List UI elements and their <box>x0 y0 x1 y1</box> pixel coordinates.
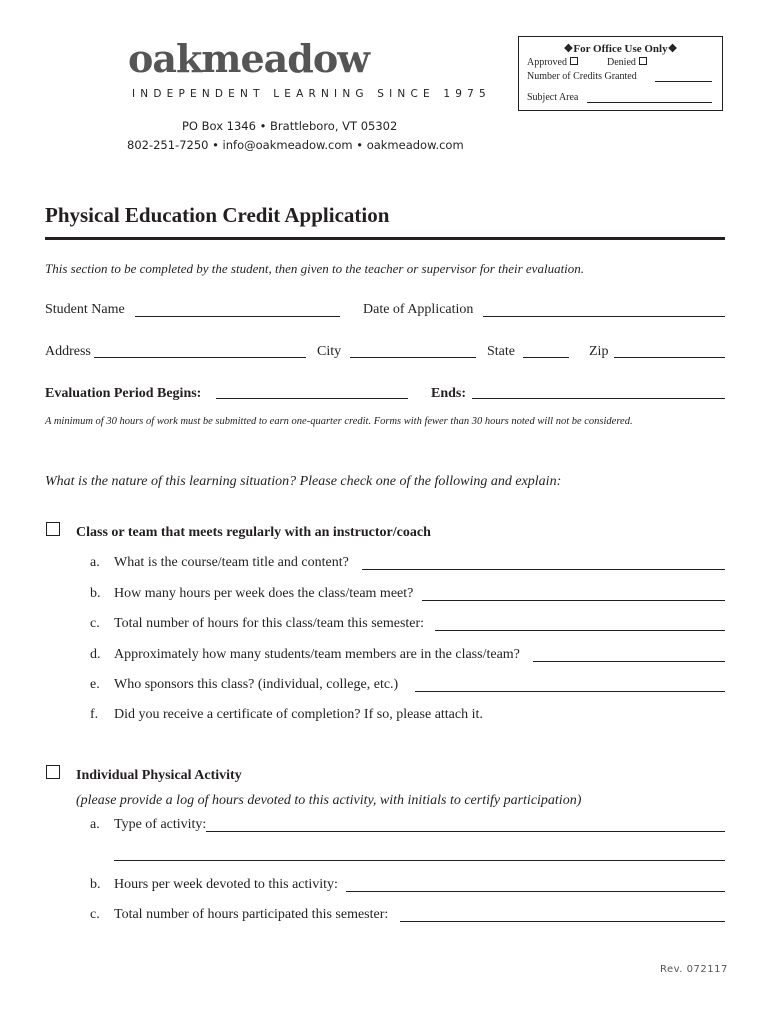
date-of-application-field[interactable] <box>483 316 725 317</box>
credits-granted-field[interactable] <box>655 81 712 82</box>
address-label: Address <box>45 344 91 359</box>
subject-area-label: Subject Area <box>527 92 579 103</box>
student-name-label: Student Name <box>45 302 125 317</box>
class-team-title: Class or team that meets regularly with an instructor/coach <box>76 525 431 540</box>
oakmeadow-logo: oakmeadow <box>128 36 369 81</box>
approved-checkbox[interactable] <box>570 57 578 65</box>
individual-activity-checkbox[interactable] <box>46 765 60 779</box>
s2-item-a-text: Type of activity: <box>114 817 207 832</box>
s1-item-d-letter: d. <box>90 647 101 662</box>
s1-item-d-field[interactable] <box>533 661 725 662</box>
s2-item-a-field-line2[interactable] <box>114 860 725 861</box>
subject-area-field[interactable] <box>587 102 712 103</box>
s1-item-a-letter: a. <box>90 555 100 570</box>
s2-item-c-field[interactable] <box>400 921 725 922</box>
address-field[interactable] <box>94 357 306 358</box>
s1-item-e-letter: e. <box>90 677 100 692</box>
evaluation-begins-field[interactable] <box>216 398 408 399</box>
s1-item-e-field[interactable] <box>415 691 725 692</box>
class-team-checkbox[interactable] <box>46 522 60 536</box>
s1-item-b-text: How many hours per week does the class/team meet? <box>114 586 414 601</box>
zip-label: Zip <box>589 344 609 359</box>
approved-label: Approved <box>527 57 567 68</box>
mailing-address: PO Box 1346 • Brattleboro, VT 05302 <box>182 119 398 133</box>
s2-item-c-letter: c. <box>90 907 100 922</box>
s1-item-b-field[interactable] <box>422 600 725 601</box>
state-label: State <box>487 344 515 359</box>
s2-item-b-letter: b. <box>90 877 101 892</box>
title-divider <box>45 237 725 240</box>
ends-field[interactable] <box>472 398 725 399</box>
contact-info: 802-251-7250 • info@oakmeadow.com • oakmeadow.com <box>127 138 464 152</box>
city-field[interactable] <box>350 357 476 358</box>
approved-option[interactable] <box>527 57 578 68</box>
office-use-title: ❖For Office Use Only❖ <box>563 43 678 55</box>
tagline: INDEPENDENT LEARNING SINCE 1975 <box>132 88 491 100</box>
denied-checkbox[interactable] <box>639 57 647 65</box>
s1-item-b-letter: b. <box>90 586 101 601</box>
s1-item-c-field[interactable] <box>435 630 725 631</box>
learning-situation-question: What is the nature of this learning situation? Please check one of the following and explain: <box>45 474 562 489</box>
s1-item-c-letter: c. <box>90 616 100 631</box>
s1-item-f-letter: f. <box>90 707 99 722</box>
s1-item-d-text: Approximately how many students/team members are in the class/team? <box>114 647 520 662</box>
s2-item-b-text: Hours per week devoted to this activity: <box>114 877 338 892</box>
revision-number: Rev. 072117 <box>660 964 728 975</box>
form-title: Physical Education Credit Application <box>45 203 390 227</box>
student-name-field[interactable] <box>135 316 340 317</box>
s2-item-b-field[interactable] <box>346 891 725 892</box>
s1-item-f-text: Did you receive a certificate of completion? If so, please attach it. <box>114 707 483 722</box>
office-use-box <box>518 36 723 111</box>
state-field[interactable] <box>523 357 569 358</box>
denied-option[interactable] <box>607 57 647 68</box>
evaluation-begins-label: Evaluation Period Begins: <box>45 386 202 401</box>
s1-item-a-field[interactable] <box>362 569 725 570</box>
s1-item-a-text: What is the course/team title and content? <box>114 555 349 570</box>
s2-item-a-letter: a. <box>90 817 100 832</box>
denied-label: Denied <box>607 57 636 68</box>
credits-granted-label: Number of Credits Granted <box>527 71 637 82</box>
s2-item-c-text: Total number of hours participated this semester: <box>114 907 389 922</box>
zip-field[interactable] <box>614 357 725 358</box>
date-of-application-label: Date of Application <box>363 302 474 317</box>
minimum-hours-note: A minimum of 30 hours of work must be submitted to earn one-quarter credit. Forms with fewer than 30 hours noted will not be considered. <box>45 416 633 427</box>
s1-item-e-text: Who sponsors this class? (individual, college, etc.) <box>114 677 399 692</box>
city-label: City <box>317 344 342 359</box>
individual-activity-subtitle: (please provide a log of hours devoted to this activity, with initials to certify participation) <box>76 793 582 808</box>
individual-activity-title: Individual Physical Activity <box>76 768 242 783</box>
ends-label: Ends: <box>431 386 467 401</box>
s2-item-a-field[interactable] <box>206 831 725 832</box>
s1-item-c-text: Total number of hours for this class/team this semester: <box>114 616 425 631</box>
intro-instructions: This section to be completed by the student, then given to the teacher or supervisor for their evaluation. <box>45 261 585 276</box>
